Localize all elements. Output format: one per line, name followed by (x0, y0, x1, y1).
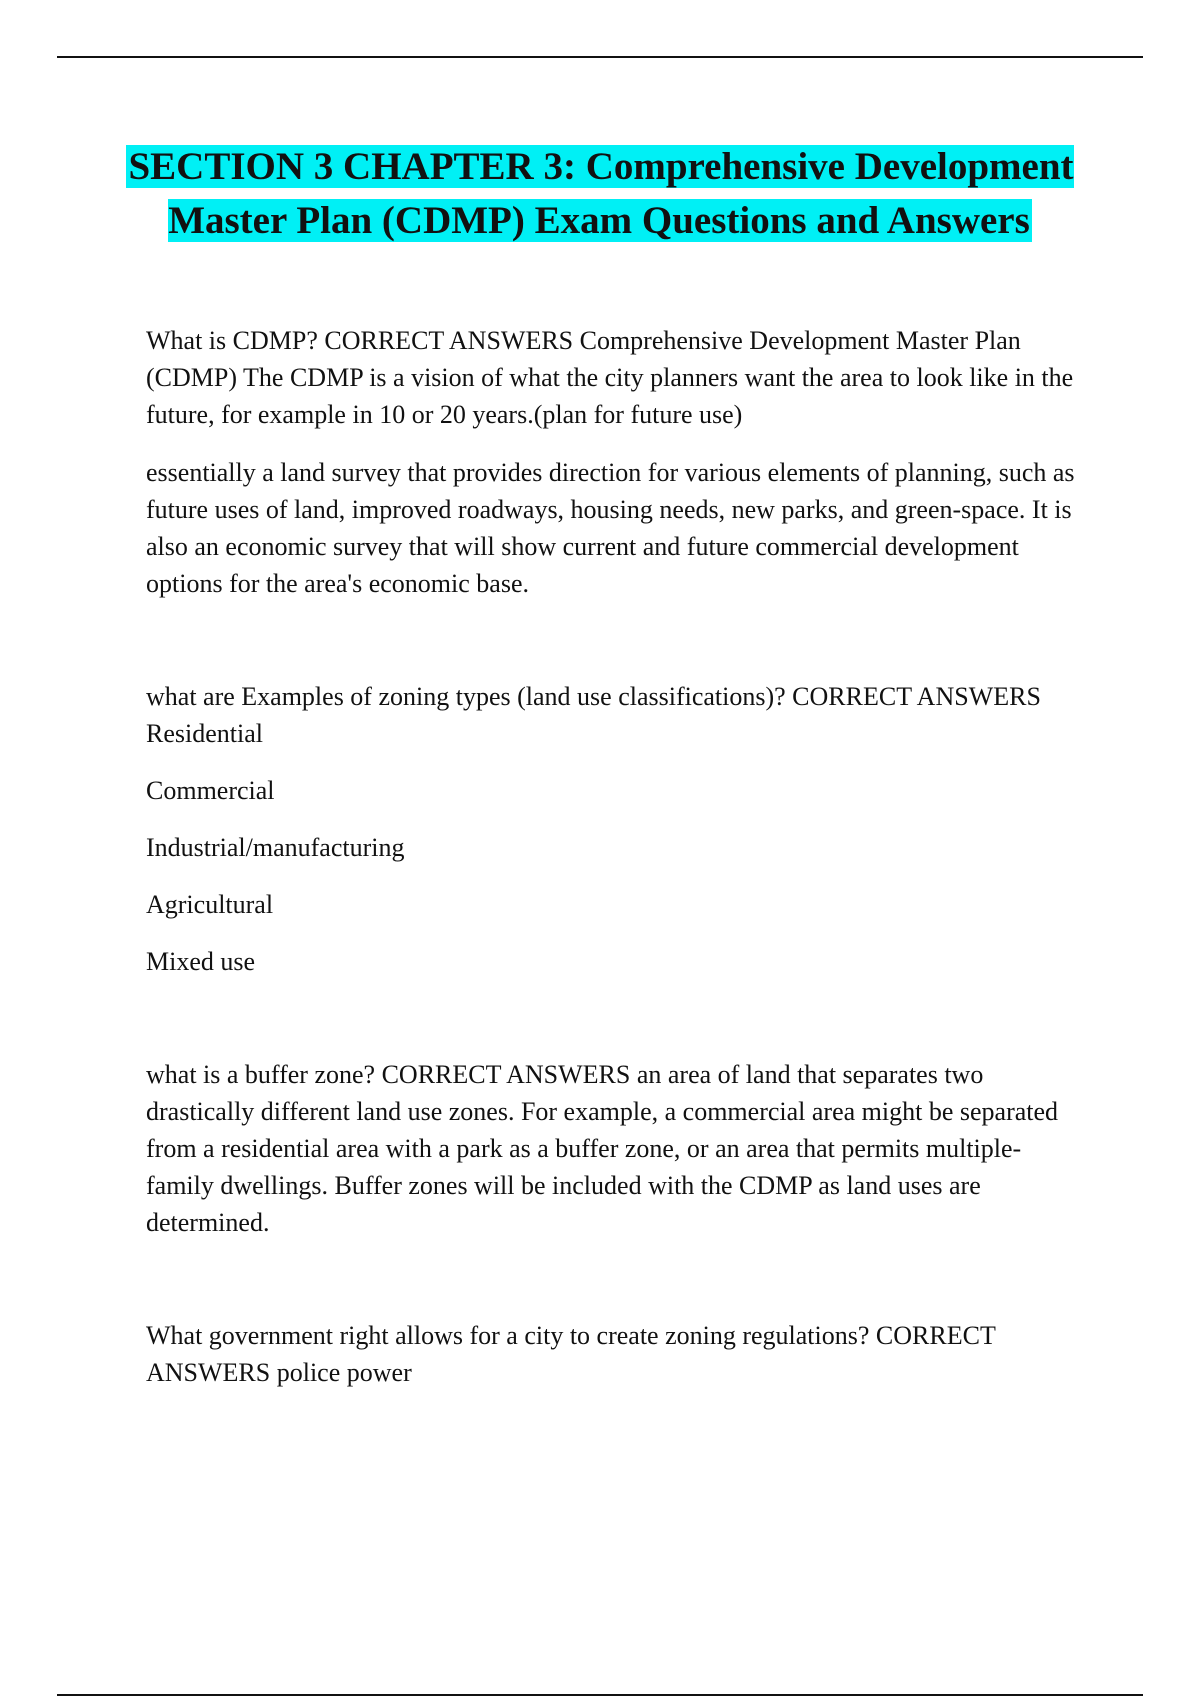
question-buffer-zone: what is a buffer zone? CORRECT ANSWERS an area of land that separates two drastically different land use zones. For example, a commercial area might be separated from a residential area with a park as a buffer zone, or an area that permits multiple-family dwellings. Buffer zones will be included with the CDMP as land uses are determined. (146, 1060, 1059, 1237)
title-highlight: SECTION 3 CHAPTER 3: Comprehensive Development Master Plan (CDMP) Exam Questions and Answers (128, 145, 1074, 242)
question-zoning-right: What government right allows for a city to create zoning regulations? CORRECT ANSWERS police power (146, 1321, 996, 1387)
zoning-type-item: Mixed use (146, 947, 256, 976)
bottom-divider (57, 1694, 1143, 1696)
question-cdmp: What is CDMP? CORRECT ANSWERS Comprehensive Development Master Plan (CDMP) The CDMP is a vision of what the city planners want the area to look like in the future, for example in 10 or 20 years.(plan for future use) (146, 326, 1074, 429)
top-divider (57, 56, 1143, 58)
document-body (146, 322, 1076, 1391)
question-zoning-types: what are Examples of zoning types (land use classifications)? CORRECT ANSWERS Residential (146, 682, 1041, 748)
answer-cdmp-continued: essentially a land survey that provides direction for various elements of planning, such as future uses of land, improved roadways, housing needs, new parks, and green-space. It is also an economic survey that will show current and future commercial development options for the area's economic base. (146, 458, 1075, 598)
zoning-type-item: Agricultural (146, 890, 274, 919)
document-title (100, 140, 1100, 248)
zoning-type-item: Industrial/manufacturing (146, 833, 405, 862)
zoning-type-item: Commercial (146, 776, 275, 805)
